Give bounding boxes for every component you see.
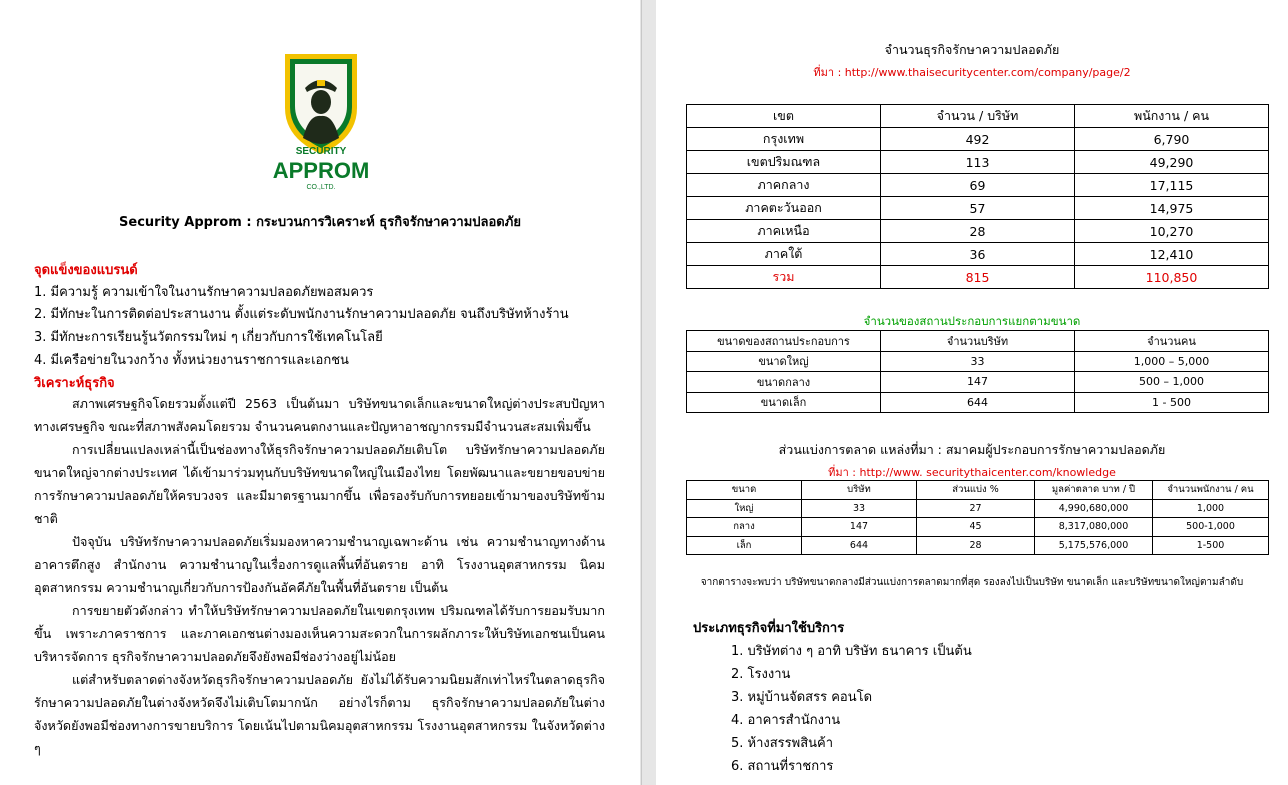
service-item: 1. บริษัทต่าง ๆ อาทิ บริษัท ธนาคาร เป็นต้น: [731, 644, 972, 659]
table3-source: ที่มา : http://www. securitythaicenter.com/knowledge: [828, 466, 1116, 479]
table-cell: 1 - 500: [1075, 392, 1269, 413]
table-header: ขนาดของสถานประกอบการ: [687, 331, 881, 352]
document-page-right: [656, 0, 1288, 785]
table-cell: 147: [802, 518, 917, 537]
table-row: [687, 151, 1269, 174]
establishment-size-table: [686, 330, 1269, 413]
table-cell: รวม: [687, 266, 881, 289]
table-row: [687, 197, 1269, 220]
table-cell: 110,850: [1075, 266, 1269, 289]
document-title: Security Approm : กระบวนการวิเคราะห์ ธุรกิจรักษาความปลอดภัย: [119, 215, 521, 230]
table-header: บริษัท: [802, 481, 917, 500]
page-gutter-divider: [641, 0, 642, 785]
table-cell: 8,317,080,000: [1035, 518, 1153, 537]
table-cell: ภาคใต้: [687, 243, 881, 266]
table-row: [687, 243, 1269, 266]
service-item: 6. สถานที่ราชการ: [731, 759, 834, 774]
table-cell: 492: [881, 128, 1075, 151]
table-cell: ขนาดใหญ่: [687, 351, 881, 372]
table-row: [687, 499, 1269, 518]
table-cell: 113: [881, 151, 1075, 174]
table-cell: 644: [802, 536, 917, 555]
table-cell: 10,270: [1075, 220, 1269, 243]
table-cell: 28: [917, 536, 1035, 555]
table-cell: ขนาดเล็ก: [687, 392, 881, 413]
table3-title: ส่วนแบ่งการตลาด แหล่งที่มา : สมาคมผู้ประกอบการรักษาความปลอดภัย: [778, 442, 1166, 457]
table-header: มูลค่าตลาด บาท / ปี: [1035, 481, 1153, 500]
strengths-heading: จุดแข็งของแบรนด์: [34, 263, 138, 278]
table1-title: จำนวนธุรกิจรักษาความปลอดภัย: [884, 42, 1060, 57]
table-row: [687, 372, 1269, 393]
table-total-row: [687, 266, 1269, 289]
table-cell: กรุงเทพ: [687, 128, 881, 151]
table-cell: 69: [881, 174, 1075, 197]
table-cell: 5,175,576,000: [1035, 536, 1153, 555]
table-cell: กลาง: [687, 518, 802, 537]
table-row: [687, 392, 1269, 413]
service-item: 2. โรงงาน: [731, 667, 791, 682]
security-approm-logo: [272, 50, 370, 192]
table-cell: 12,410: [1075, 243, 1269, 266]
table-cell: 27: [917, 499, 1035, 518]
strength-item: 1. มีความรู้ ความเข้าใจในงานรักษาความปลอดภัยพอสมควร: [34, 285, 374, 300]
market-share-table: [686, 480, 1269, 555]
table-cell: 57: [881, 197, 1075, 220]
table-header: จำนวนบริษัท: [881, 331, 1075, 352]
analysis-paragraph: การเปลี่ยนแปลงเหล่านี้เป็นช่องทางให้ธุรกิจรักษาความปลอดภัยเติบโต บริษัทรักษาความปลอดภัยขนาดใหญ่จากต่างประเทศ ได้เข้ามาร่วมทุนกับบริษัทขนาดใหญ่ในเมืองไทย โดยพัฒนาและขยายขอบข่ายการรักษาความปลอดภัยให้ครบวงจร และมีมาตรฐานมากขึ้น เพื่อรองรับกับการทยอยเข้ามาของบริษัทข้ามชาติ: [34, 442, 605, 526]
table-header: จำนวน / บริษัท: [881, 105, 1075, 128]
service-item: 5. ห้างสรรพสินค้า: [731, 736, 834, 751]
table-cell: 500 – 1,000: [1075, 372, 1269, 393]
logo-name-text: APPROM: [272, 158, 370, 183]
table-cell: ขนาดกลาง: [687, 372, 881, 393]
table-cell: 45: [917, 518, 1035, 537]
table-cell: ภาคกลาง: [687, 174, 881, 197]
table-cell: เขตปริมณฑล: [687, 151, 881, 174]
table-row: [687, 351, 1269, 372]
analysis-paragraph: สภาพเศรษฐกิจโดยรวมตั้งแต่ปี 2563 เป็นต้นมา บริษัทขนาดเล็กและขนาดใหญ่ต่างประสบปัญหาทางเศรษฐกิจ ขณะที่สภาพสังคมโดยรวม จำนวนคนตกงานและปัญหาอาชญากรรมมีจำนวนสะสมเพิ่มขึ้น: [34, 396, 605, 434]
table-header: ส่วนแบ่ง %: [917, 481, 1035, 500]
table-cell: 4,990,680,000: [1035, 499, 1153, 518]
table-cell: ใหญ่: [687, 499, 802, 518]
table-cell: 49,290: [1075, 151, 1269, 174]
table-cell: 14,975: [1075, 197, 1269, 220]
table-cell: 644: [881, 392, 1075, 413]
table-cell: ภาคเหนือ: [687, 220, 881, 243]
table-cell: 147: [881, 372, 1075, 393]
table-cell: 33: [881, 351, 1075, 372]
table-header: พนักงาน / คน: [1075, 105, 1269, 128]
logo-top-text: SECURITY: [295, 146, 347, 157]
table2-title: จำนวนของสถานประกอบการแยกตามขนาด: [863, 314, 1081, 328]
table-cell: 815: [881, 266, 1075, 289]
analysis-paragraph: แต่สำหรับตลาดต่างจังหวัดธุรกิจรักษาความปลอดภัย ยังไม่ได้รับความนิยมสักเท่าไหร่ในตลาดธุรกิจรักษาความปลอดภัยในต่างจังหวัดจึงไม่เติบโตมากนัก อย่างไรก็ตาม ธุรกิจรักษาความปลอดภัยในต่างจังหวัดยังพอมีช่องทางการขายบริการ โดยเน้นไปตามนิคมอุตสาหกรรม โรงงานอุตสาหกรรม ในจังหวัดต่าง ๆ: [34, 672, 605, 756]
analysis-paragraph: การขยายตัวดังกล่าว ทำให้บริษัทรักษาความปลอดภัยในเขตกรุงเทพ ปริมณฑลได้รับการยอมรับมากขึ้น เพราะภาคราชการ และภาคเอกชนต่างมองเห็นความสะดวกในการผลักภาระให้บริษัทเอกชนเป็นคนบริหารจัดการ ธุรกิจรักษาความปลอดภัยจึงยังพอมีช่องว่างอยู่ไม่น้อย: [34, 603, 605, 664]
table1-source: ที่มา : http://www.thaisecuritycenter.com/company/page/2: [813, 66, 1131, 79]
market-share-note: จากตารางจะพบว่า บริษัทขนาดกลางมีส่วนแบ่งการตลาดมากที่สุด รองลงไปเป็นบริษัท ขนาดเล็ก และบริษัทขนาดใหญ่ตามลำดับ: [700, 577, 1244, 588]
table-cell: ภาคตะวันออก: [687, 197, 881, 220]
table-cell: 6,790: [1075, 128, 1269, 151]
table-header: จำนวนพนักงาน / คน: [1153, 481, 1269, 500]
table-cell: 1-500: [1153, 536, 1269, 555]
table-header: เขต: [687, 105, 881, 128]
table-header: จำนวนคน: [1075, 331, 1269, 352]
table-cell: 33: [802, 499, 917, 518]
table-cell: เล็ก: [687, 536, 802, 555]
document-page-left: [0, 0, 640, 785]
table-row: [687, 128, 1269, 151]
strength-item: 2. มีทักษะในการติดต่อประสานงาน ตั้งแต่ระดับพนักงานรักษาความปลอดภัย จนถึงบริษัทห้างร้าน: [34, 307, 569, 322]
table-cell: 17,115: [1075, 174, 1269, 197]
table-cell: 500-1,000: [1153, 518, 1269, 537]
table-header: ขนาด: [687, 481, 802, 500]
table-cell: 1,000 – 5,000: [1075, 351, 1269, 372]
table-cell: 1,000: [1153, 499, 1269, 518]
strength-item: 4. มีเครือข่ายในวงกว้าง ทั้งหน่วยงานราชการและเอกชน: [34, 353, 349, 368]
business-count-table: [686, 104, 1269, 289]
table-cell: 28: [881, 220, 1075, 243]
table-row: [687, 174, 1269, 197]
service-item: 3. หมู่บ้านจัดสรร คอนโด: [731, 690, 873, 705]
analysis-heading: วิเคราะห์ธุรกิจ: [34, 376, 115, 391]
services-heading: ประเภทธุรกิจที่มาใช้บริการ: [693, 621, 845, 636]
service-item: 4. อาคารสำนักงาน: [731, 713, 841, 728]
analysis-paragraph: ปัจจุบัน บริษัทรักษาความปลอดภัยเริ่มมองหาความชำนาญเฉพาะด้าน เช่น ความชำนาญทางด้านอาคารตึกสูง สำนักงาน ความชำนาญในเรื่องการดูแลพื้นที่อันตราย อาทิ โรงงานอุตสาหกรรม นิคมอุตสาหกรรม ความชำนาญเกี่ยวกับการป้องกันอัคคีภัยในพื้นที่อันตราย เป็นต้น: [34, 534, 605, 595]
table-cell: 36: [881, 243, 1075, 266]
strength-item: 3. มีทักษะการเรียนรู้นวัตกรรมใหม่ ๆ เกี่ยวกับการใช้เทคโนโลยี: [34, 330, 383, 345]
logo-sub-text: CO.,LTD.: [306, 184, 336, 191]
table-row: [687, 536, 1269, 555]
table-row: [687, 518, 1269, 537]
table-row: [687, 220, 1269, 243]
analysis-body: [34, 392, 605, 760]
